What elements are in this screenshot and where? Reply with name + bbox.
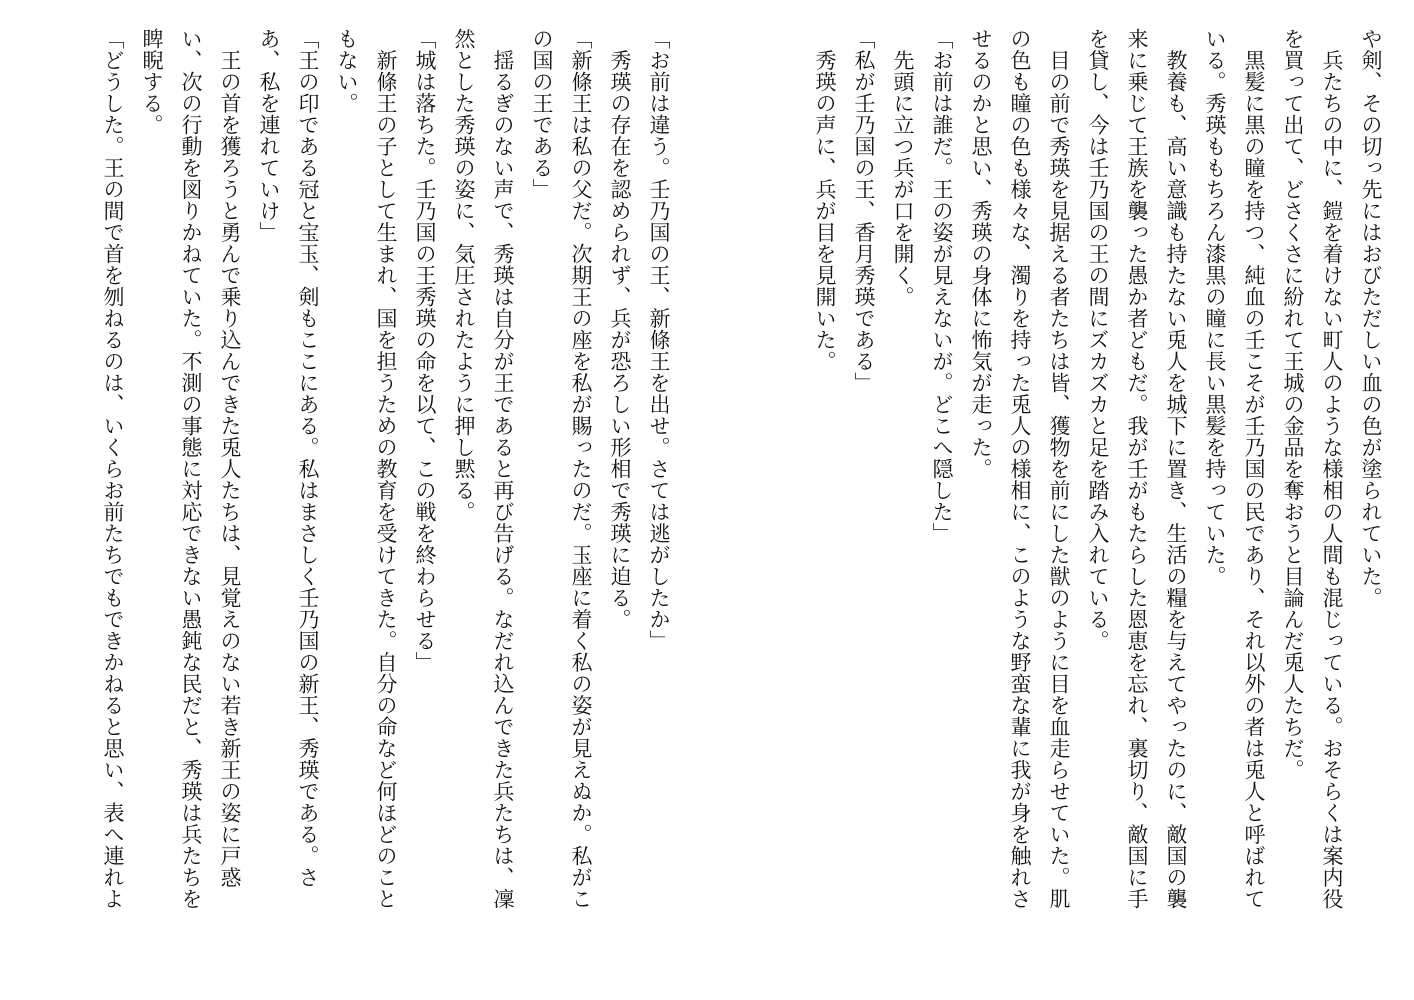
dialogue-line: 「新條王は私の父だ。次期王の座を私が賜ったのだ。玉座に着く私の姿が見えぬか。私がこ	[569, 28, 593, 910]
text-line: いる。秀瑛ももちろん漆黒の瞳に長い黒髪を持っていた。	[1203, 28, 1227, 587]
text-line: 秀瑛の声に、兵が目を見開いた。	[813, 28, 837, 372]
dialogue-line: 「どうした。王の間で首を刎ねるのは、いくらお前たちでもできかねると思い、表へ連れよ	[101, 28, 125, 910]
dialogue-line: 「お前は違う。壬乃国の王、新條王を出せ。さては逃がしたか」	[647, 28, 671, 652]
text-line: 先頭に立つ兵が口を開く。	[891, 28, 915, 308]
dialogue-line: 「私が壬乃国の王、香月秀瑛である」	[852, 28, 876, 394]
text-line: 然とした秀瑛の姿に、気圧されたように押し黙る。	[452, 28, 476, 523]
text-line: 揺るぎのない声で、秀瑛は自分が王であると再び告げる。なだれ込んできた兵たちは、凜	[491, 28, 515, 910]
text-line: もない。	[335, 28, 359, 114]
dialogue-line: 「お前は誰だ。王の姿が見えないが。どこへ隠した」	[930, 28, 954, 544]
text-line: い、次の行動を図りかねていた。不測の事態に対応できない愚鈍な民だと、秀瑛は兵たちを	[179, 28, 203, 910]
text-line: 秀瑛の存在を認められず、兵が恐ろしい形相で秀瑛に迫る。	[608, 28, 632, 630]
right-page	[770, 28, 1390, 988]
text-line: の国の王である」	[530, 28, 554, 200]
text-line: 新條王の子として生まれ、国を担うための教育を受けてきた。自分の命など何ほどのこと	[374, 28, 398, 910]
text-line: の色も瞳の色も様々な、濁りを持った兎人の様相に、このような野蛮な輩に我が身を触れさ	[1008, 28, 1032, 910]
text-line: 王の首を獲ろうと勇んで乗り込んできた兎人たちは、見覚えのない若き新王の姿に戸惑	[218, 28, 242, 888]
text-line: 教養も、高い意識も持たない兎人を城下に置き、生活の糧を与えてやったのに、敵国の襲	[1164, 28, 1188, 910]
text-line: 睥睨する。	[140, 28, 164, 136]
text-line: 黒髪に黒の瞳を持つ、純血の壬こそが壬乃国の民であり、それ以外の者は兎人と呼ばれて	[1242, 28, 1266, 910]
text-line: 兵たちの中に、鎧を着けない町人のような様相の人間も混じっている。おそらくは案内役	[1320, 28, 1344, 910]
dialogue-line: 「王の印である冠と宝玉、剣もここにある。私はまさしく壬乃国の新王、秀瑛である。さ	[296, 28, 320, 888]
text-line: を買って出て、どさくさに紛れて王城の金品を奪おうと目論んだ兎人たちだ。	[1281, 28, 1305, 781]
text-line: 来に乗じて王族を襲った愚か者どもだ。我が壬がもたらした恩恵を忘れ、裏切り、敵国に手	[1125, 28, 1149, 910]
text-line: あ、私を連れていけ」	[257, 28, 281, 243]
dialogue-line: 「城は落ちた。壬乃国の王秀瑛の命を以て、この戦を終わらせる」	[413, 28, 437, 673]
text-line: 目の前で秀瑛を見据える者たちは皆、獲物を前にした獣のように目を血走らせていた。肌	[1047, 28, 1071, 910]
text-line: せるのかと思い、秀瑛の身体に怖気が走った。	[969, 28, 993, 480]
text-line: を貸し、今は壬乃国の王の間にズカズカと足を踏み入れている。	[1086, 28, 1110, 652]
text-line: や剣、その切っ先にはおびただしい血の色が塗られていた。	[1359, 28, 1383, 609]
left-page	[58, 28, 678, 988]
